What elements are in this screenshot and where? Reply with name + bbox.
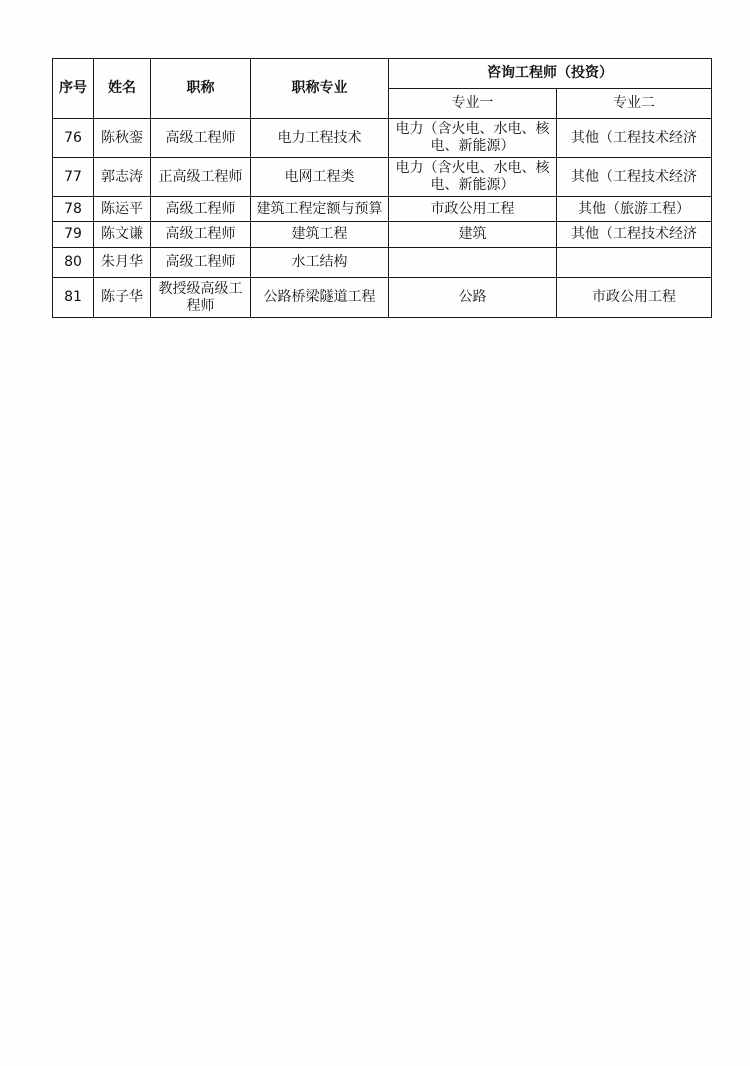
header-index: 序号 [53, 59, 94, 119]
cell-major-two: 市政公用工程 [557, 278, 712, 318]
cell-title-major: 电力工程技术 [251, 119, 389, 158]
cell-major-one: 建筑 [389, 222, 557, 248]
cell-major-one: 电力（含火电、水电、核电、新能源） [389, 119, 557, 158]
cell-major-one [389, 248, 557, 278]
cell-title-major: 公路桥梁隧道工程 [251, 278, 389, 318]
cell-title: 正高级工程师 [151, 158, 251, 197]
cell-major-one: 市政公用工程 [389, 197, 557, 222]
header-name: 姓名 [94, 59, 151, 119]
cell-index: 77 [53, 158, 94, 197]
cell-major-one: 公路 [389, 278, 557, 318]
cell-index: 79 [53, 222, 94, 248]
cell-index: 78 [53, 197, 94, 222]
header-title-major: 职称专业 [251, 59, 389, 119]
table-row [53, 278, 712, 318]
cell-name: 陈文谦 [94, 222, 151, 248]
cell-name: 陈秋銮 [94, 119, 151, 158]
header-row-1 [53, 59, 712, 89]
cell-title-major: 建筑工程定额与预算 [251, 197, 389, 222]
cell-title: 高级工程师 [151, 197, 251, 222]
cell-major-two: 其他（工程技术经济 [557, 222, 712, 248]
header-title: 职称 [151, 59, 251, 119]
cell-name: 郭志涛 [94, 158, 151, 197]
cell-index: 81 [53, 278, 94, 318]
table-row [53, 222, 712, 248]
header-consultant-group: 咨询工程师（投资） [389, 59, 712, 89]
cell-name: 朱月华 [94, 248, 151, 278]
cell-index: 80 [53, 248, 94, 278]
cell-title-major: 电网工程类 [251, 158, 389, 197]
cell-major-two: 其他（旅游工程） [557, 197, 712, 222]
cell-major-one: 电力（含火电、水电、核电、新能源） [389, 158, 557, 197]
cell-title: 高级工程师 [151, 119, 251, 158]
header-major-one: 专业一 [389, 89, 557, 119]
personnel-table [52, 58, 712, 318]
cell-major-two [557, 248, 712, 278]
cell-index: 76 [53, 119, 94, 158]
cell-title: 高级工程师 [151, 222, 251, 248]
table-row [53, 248, 712, 278]
table-row [53, 158, 712, 197]
table-row [53, 197, 712, 222]
cell-name: 陈运平 [94, 197, 151, 222]
table-row [53, 119, 712, 158]
cell-major-two: 其他（工程技术经济 [557, 158, 712, 197]
cell-title-major: 水工结构 [251, 248, 389, 278]
header-major-two: 专业二 [557, 89, 712, 119]
cell-title: 教授级高级工程师 [151, 278, 251, 318]
cell-title: 高级工程师 [151, 248, 251, 278]
cell-title-major: 建筑工程 [251, 222, 389, 248]
cell-major-two: 其他（工程技术经济 [557, 119, 712, 158]
cell-name: 陈子华 [94, 278, 151, 318]
